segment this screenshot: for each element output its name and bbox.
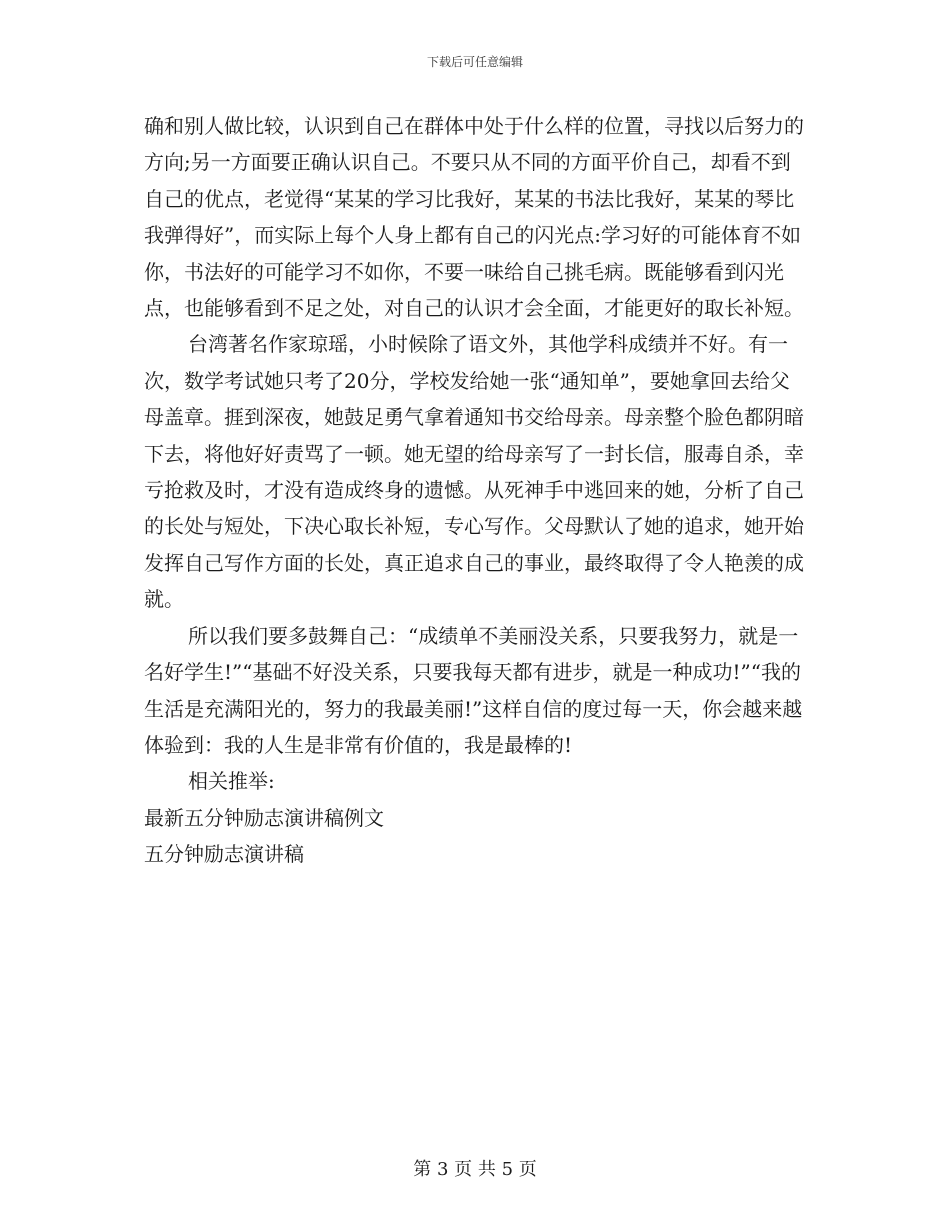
paragraph-continuation: 确和别人做比较，认识到自己在群体中处于什么样的位置，寻找以后努力的方向;另一方面要正确认识自己。不要只从不同的方面平价自己，却看不到自己的优点，老觉得“某某的学习比我好，某某的书法比我好，某某的琴比我弹得好”，而实际上每个人身上都有自己的闪光点:学习好的可能体育不如你，书法好的可能学习不如你，不要一味给自己挑毛病。既能够看到闪光点，也能够看到不足之处，对自己的认识才会全面，才能更好的取长补短。 [144,114,804,321]
related-link-1[interactable]: 最新五分钟励志演讲稿例文 [144,805,384,830]
related-heading: 相关推举: [188,769,275,794]
page-header-note: 下载后可任意编辑 [426,55,523,69]
paragraph-qiongyao-story: 台湾著名作家琼瑶，小时候除了语文外，其他学科成绩并不好。有一次，数学考试她只考了20分，学校发给她一张“通知单”，要她拿回去给父母盖章。捱到深夜，她鼓足勇气拿着通知书交给母亲。母亲整个脸色都阴暗下去，将他好好责骂了一顿。她无望的给母亲写了一封长信，服毒自杀，幸亏抢救及时，才没有造成终身的遗憾。从死神手中逃回来的她，分析了自己的长处与短处，下决心取长补短，专心写作。父母默认了她的追求，她开始发挥自己写作方面的长处，真正追求自己的事业，最终取得了令人艳羡的成就。 [144,332,804,612]
page-number-footer: 第 3 页 共 5 页 [413,1159,537,1180]
related-link-2[interactable]: 五分钟励志演讲稿 [144,842,304,867]
paragraph-encouragement: 所以我们要多鼓舞自己：“成绩单不美丽没关系，只要我努力，就是一名好学生!”“基础不好没关系，只要我每天都有进步，就是一种成功!”“我的生活是充满阳光的，努力的我最美丽!”这样自信的度过每一天，你会越来越体验到：我的人生是非常有价值的，我是最棒的! [144,623,803,757]
document-body [144,108,809,873]
